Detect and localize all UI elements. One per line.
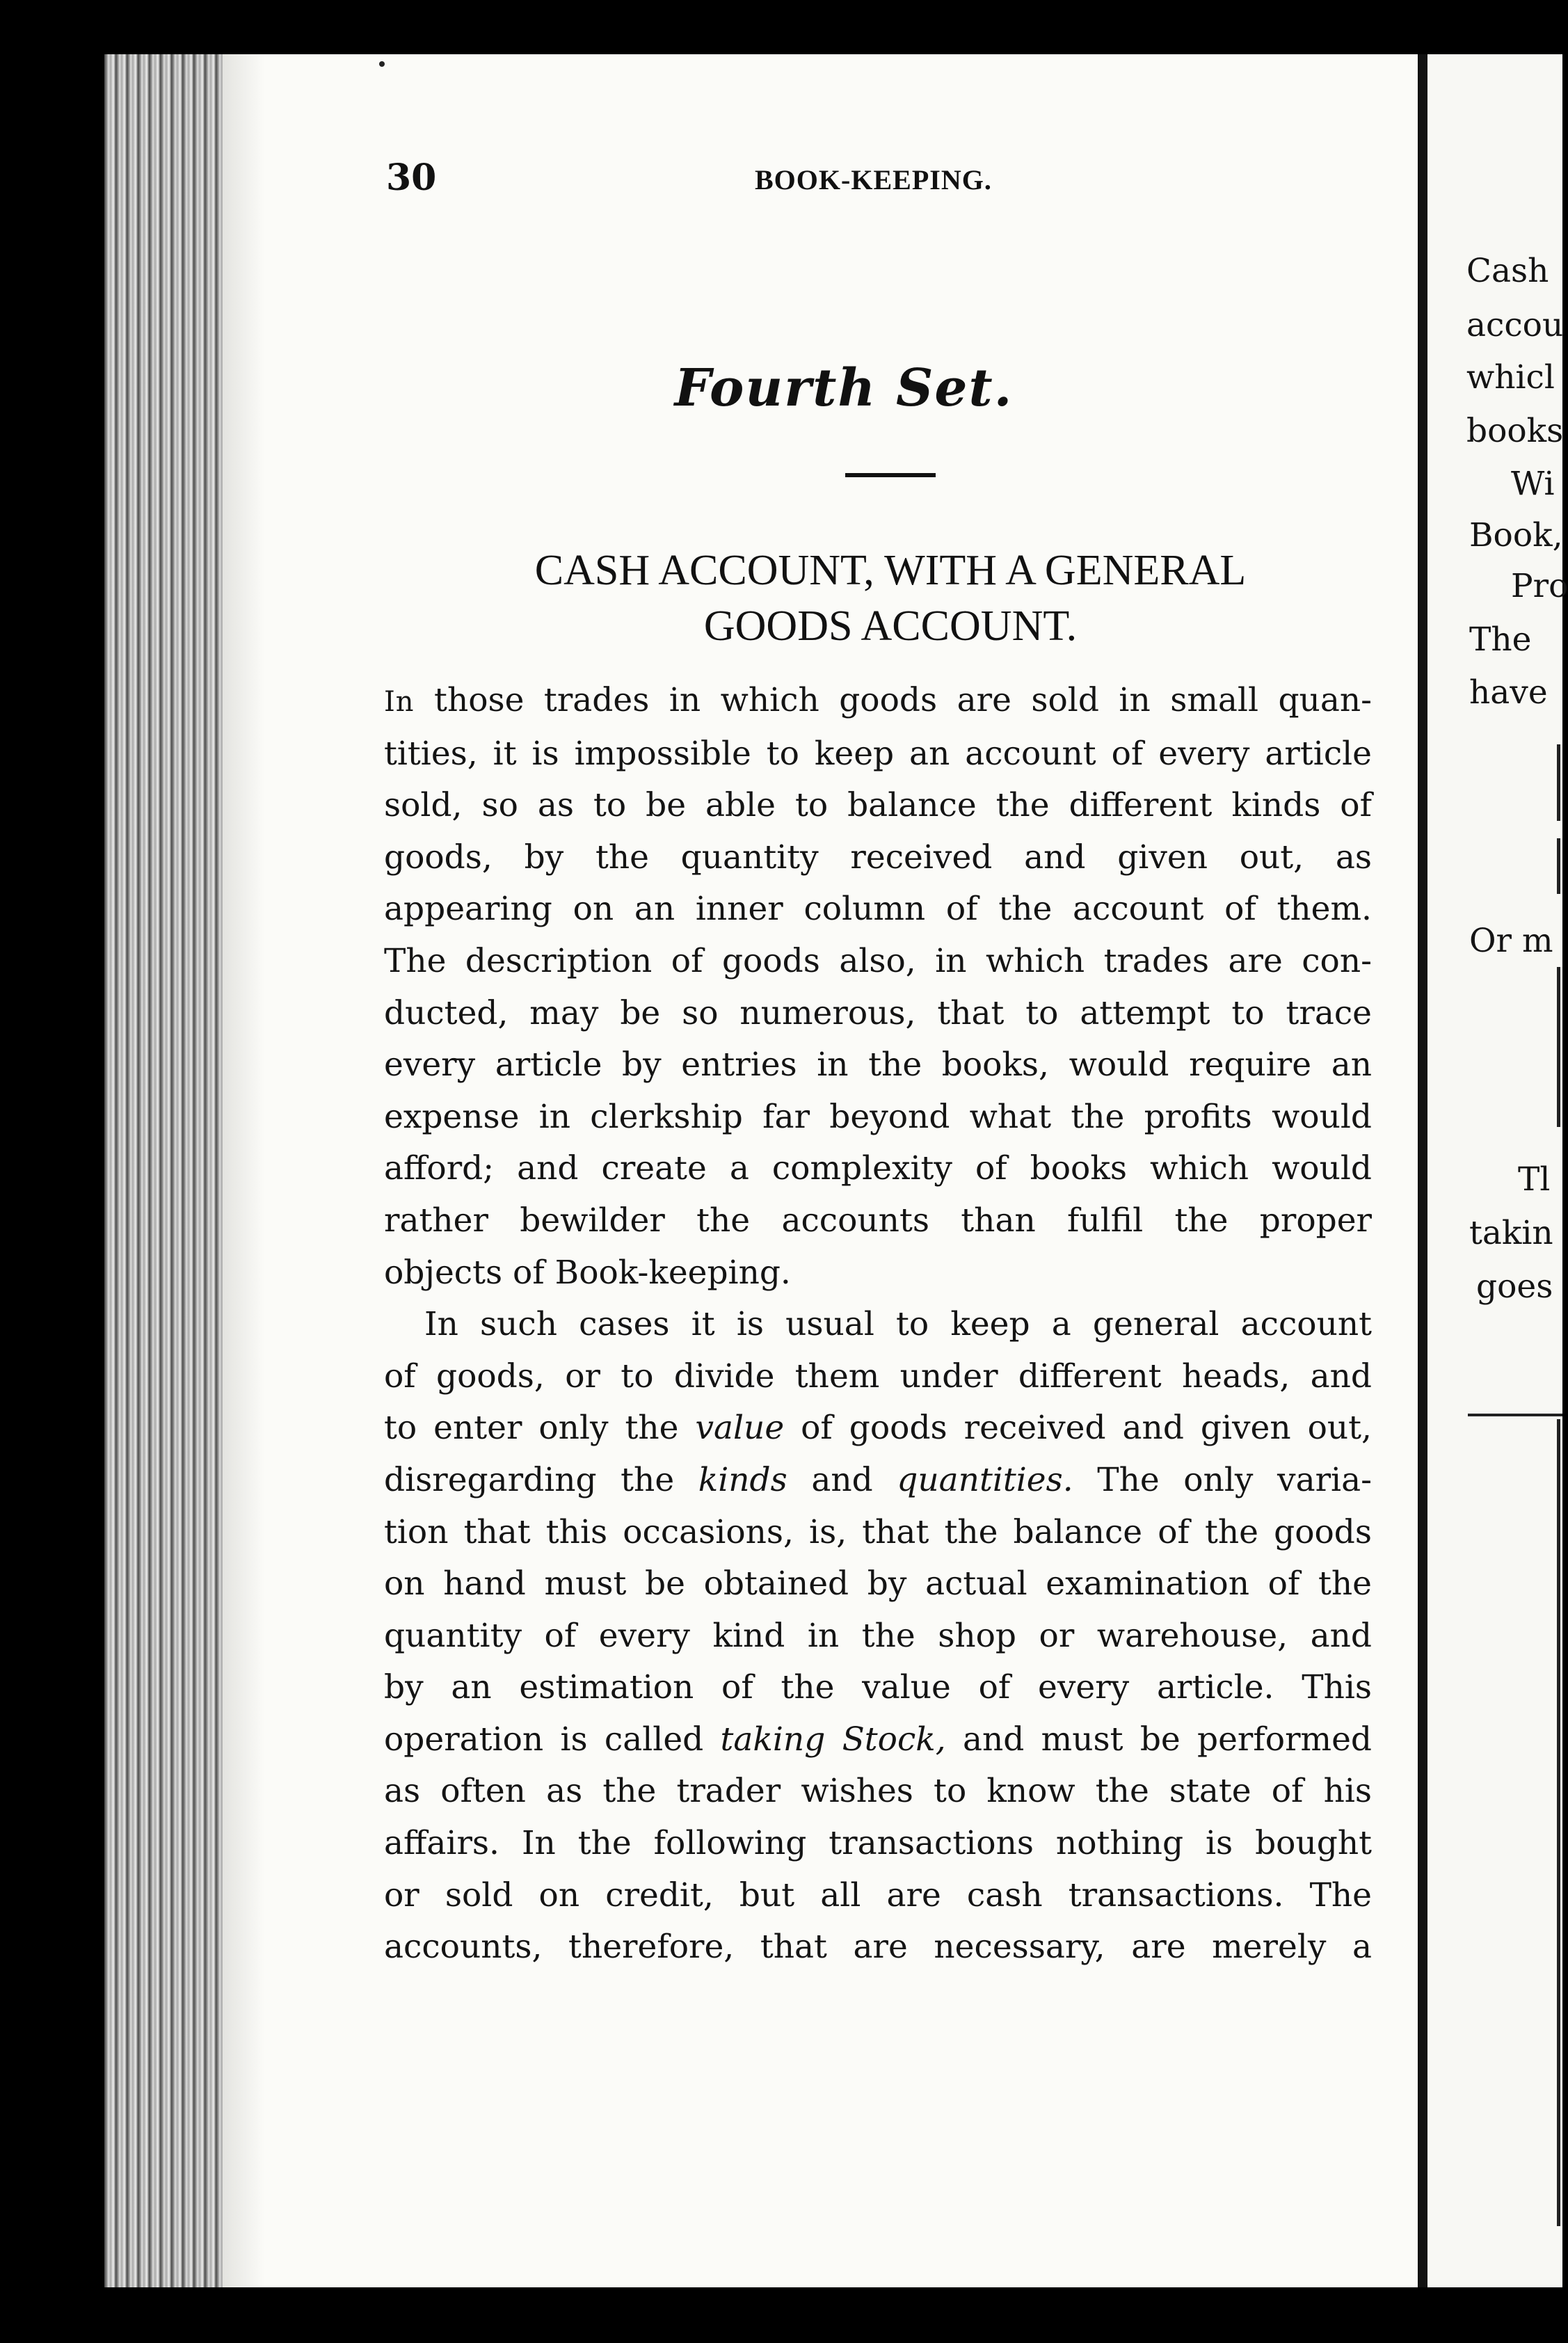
paragraph-2-line: operation is called taking Stock, and must be performed xyxy=(384,1720,1373,1759)
dropcap: In xyxy=(384,686,415,718)
paragraph-2-line: affairs. In the following transactions nothing is bought xyxy=(384,1824,1372,1863)
scan-bottom-border xyxy=(104,2287,1562,2343)
right-page-fragment: books xyxy=(1466,412,1564,450)
running-head xyxy=(386,157,1388,212)
right-page-fragment: Or m xyxy=(1469,922,1553,960)
right-page-brace-mark xyxy=(1557,967,1560,1127)
right-page-rule xyxy=(1468,1414,1562,1416)
right-page-fragment: Cash xyxy=(1466,252,1549,290)
paragraph-2-line: by an estimation of the value of every article. This xyxy=(384,1668,1372,1707)
paragraph-2-line: disregarding the kinds and quantities. The only varia- xyxy=(384,1460,1372,1499)
body-text xyxy=(384,675,1372,1974)
paragraph-1-line: afford; and create a complexity of books which would xyxy=(384,1149,1372,1188)
right-page-fragment: have xyxy=(1469,673,1548,712)
section-title xyxy=(390,543,1391,654)
set-heading: Fourth Set. xyxy=(674,358,1014,418)
paragraph-1-line: tities, it is impossible to keep an account of every article xyxy=(384,734,1372,773)
right-page-fragment: Wi xyxy=(1511,465,1555,503)
paragraph-1-line: appearing on an inner column of the account of them. xyxy=(384,890,1372,929)
paragraph-2-line: to enter only the value of goods received and given out, xyxy=(384,1409,1372,1448)
section-title-line-2: GOODS ACCOUNT. xyxy=(703,602,1078,650)
paragraph-2-line: as often as the trader wishes to know the state of his xyxy=(384,1772,1372,1811)
right-page-fragment: takin xyxy=(1469,1214,1553,1252)
right-page-brace-mark xyxy=(1557,838,1560,894)
paragraph-1-line: sold, so as to be able to balance the different kinds of xyxy=(384,786,1372,825)
paragraph-1-line: goods, by the quantity received and given out, as xyxy=(384,838,1372,877)
heading-rule xyxy=(845,473,936,477)
right-page-fragment: Pro xyxy=(1511,567,1568,605)
paragraph-1-line: ducted, may be so numerous, that to attempt to trace xyxy=(384,993,1372,1032)
running-title: BOOK-KEEPING. xyxy=(755,164,992,195)
right-page-fragment: goes xyxy=(1476,1268,1553,1306)
paragraph-2-line: of goods, or to divide them under different heads, and xyxy=(384,1357,1372,1396)
section-title-line-1: CASH ACCOUNT, WITH A GENERAL xyxy=(534,547,1247,594)
paragraph-2-line: on hand must be obtained by actual examination of the xyxy=(384,1565,1372,1604)
paragraph-1-line: rather bewilder the accounts than fulfil the proper xyxy=(384,1201,1372,1240)
paragraph-2-line: In such cases it is usual to keep a general account xyxy=(424,1305,1372,1344)
paragraph-1-line: The description of goods also, in which trades are con- xyxy=(384,941,1372,980)
right-page-fragment: The xyxy=(1469,621,1532,659)
paragraph-2-line: quantity of every kind in the shop or warehouse, and xyxy=(384,1616,1372,1655)
page-number: 30 xyxy=(386,157,437,199)
paragraph-1-line: expense in clerkship far beyond what the profits would xyxy=(384,1097,1372,1136)
right-page-fragment: whicl xyxy=(1466,358,1555,397)
paragraph-2-line: tion that this occasions, is, that the balance of the goods xyxy=(384,1512,1372,1551)
paragraph-2-line: accounts, therefore, that are necessary, are merely a xyxy=(384,1928,1372,1967)
right-page-fragment: Tl xyxy=(1518,1160,1551,1199)
right-page-fragment: Book, xyxy=(1469,516,1563,554)
right-page-column-line xyxy=(1557,1419,1560,2226)
paragraph-1-line: every article by entries in the books, would require an xyxy=(384,1046,1372,1085)
paragraph-2-line: or sold on credit, but all are cash transactions. The xyxy=(384,1876,1372,1914)
paragraph-1-line: objects of Book-keeping. xyxy=(384,1253,791,1292)
right-page-brace-mark xyxy=(1557,744,1560,821)
right-page-fragment: accou xyxy=(1466,306,1564,344)
paragraph-1-line: In those trades in which goods are sold in small quan- xyxy=(384,681,1372,719)
scan-speck xyxy=(379,61,385,67)
